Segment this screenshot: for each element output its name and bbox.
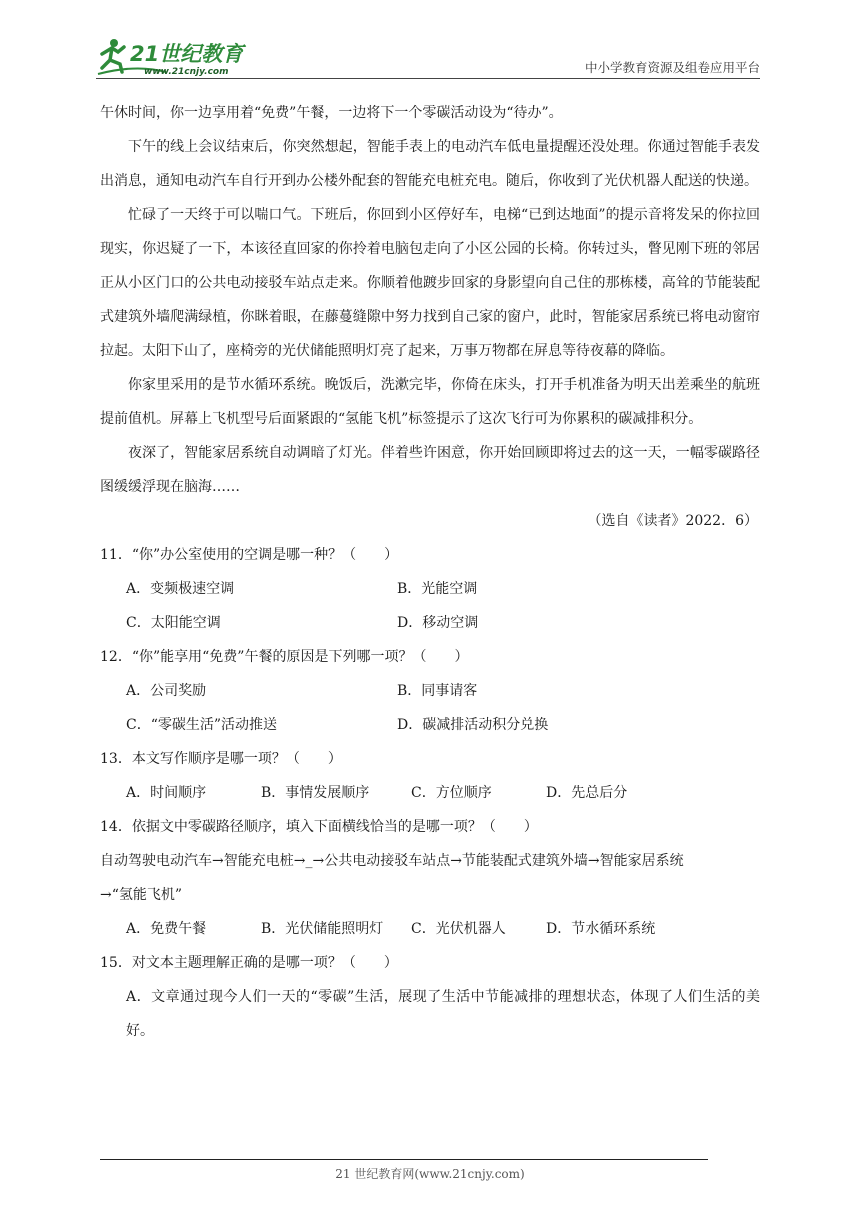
passage-paragraph-3: 忙碌了一天终于可以喘口气。下班后，你回到小区停好车，电梯“已到达地面”的提示音将发呆的你拉回现实，你迟疑了一下，本该径直回家的你拎着电脑包走向了小区公园的长椅。你转过头，瞥见刚下班的邻居正从小区门口的公共电动接驳车站点走来。你顺着他踱步回家的身影望向自己住的那栋楼，高耸的节能装配式建筑外墙爬满绿植，你眯着眼，在藤蔓缝隙中努力找到自己家的窗户，此时，智能家居系统已将电动窗帘拉起。太阳下山了，座椅旁的光伏储能照明灯亮了起来，万事万物都在屏息等待夜幕的降临。 [100,207,760,359]
document-body [100,96,760,1048]
question-14-option-b: B．光伏储能照明灯 [261,921,384,937]
question-11-option-c: C．太阳能空调 [126,615,221,631]
question-12-options-row2 [100,708,760,742]
question-13-options [100,776,760,810]
question-14-path-line2: →“氢能飞机” [100,887,183,903]
question-14-option-d: D．节水循环系统 [546,921,656,937]
question-13-stem: 13．本文写作顺序是哪一项？（ ） [100,751,342,767]
question-13-option-a: A．时间顺序 [126,785,207,801]
passage-paragraph-5: 夜深了，智能家居系统自动调暗了灯光。伴着些许困意，你开始回顾即将过去的这一天，一幅零碳路径图缓缓浮现在脑海…… [100,445,760,495]
page-footer: 21 世纪教育网(www.21cnjy.com) [335,1167,525,1181]
page-header [96,34,760,80]
question-14-path-line1: 自动驾驶电动汽车→智能充电桩→_→公共电动接驳车站点→节能装配式建筑外墙→智能家居系统 [100,853,684,869]
logo-url: www.21cnjy.com [144,67,229,77]
footer-divider [100,1159,708,1160]
question-11-options-row1 [100,572,760,606]
logo-text: 21世纪教育 [130,42,244,66]
header-divider [96,78,760,79]
question-15-stem: 15．对文本主题理解正确的是哪一项？（ ） [100,955,398,971]
question-14-stem: 14．依据文中零碳路径顺序，填入下面横线恰当的是哪一项？（ ） [100,819,538,835]
question-12-option-c: C．“零碳生活”活动推送 [126,717,278,733]
passage-source: （选自《读者》2022．6） [587,513,758,529]
question-13-option-d: D．先总后分 [546,785,628,801]
question-12-options-row1 [100,674,760,708]
question-12-option-b: B．同事请客 [397,683,478,699]
question-14-option-a: A．免费午餐 [126,921,207,937]
question-13-option-b: B．事情发展顺序 [261,785,370,801]
question-11-option-d: D．移动空调 [397,615,479,631]
question-12-stem: 12．“你”能享用“免费”午餐的原因是下列哪一项？（ ） [100,649,469,665]
logo-21cnjy [96,34,266,78]
question-14-option-c: C．光伏机器人 [411,921,506,937]
question-11-stem: 11．“你”办公室使用的空调是哪一种？（ ） [100,547,399,563]
question-12-option-a: A．公司奖励 [126,683,207,699]
question-11-options-row2 [100,606,760,640]
question-12-option-d: D．碳减排活动积分兑换 [397,717,549,733]
question-11-option-a: A．变频极速空调 [126,581,235,597]
question-15-option-a: A．文章通过现今人们一天的“零碳”生活，展现了生活中节能减排的理想状态，体现了人们生活的美好。 [126,989,760,1039]
question-14-options [100,912,760,946]
passage-paragraph-2: 下午的线上会议结束后，你突然想起，智能手表上的电动汽车低电量提醒还没处理。你通过智能手表发出消息，通知电动汽车自行开到办公楼外配套的智能充电桩充电。随后，你收到了光伏机器人配送的快递。 [100,139,760,189]
passage-paragraph-1: 午休时间，你一边享用着“免费”午餐，一边将下一个零碳活动设为“待办”。 [100,105,563,121]
passage-paragraph-4: 你家里采用的是节水循环系统。晚饭后，洗漱完毕，你倚在床头，打开手机准备为明天出差乘坐的航班提前值机。屏幕上飞机型号后面紧跟的“氢能飞机”标签提示了这次飞行可为你累积的碳减排积分。 [100,377,760,427]
question-13-option-c: C．方位顺序 [411,785,492,801]
platform-name: 中小学教育资源及组卷应用平台 [584,60,760,75]
question-11-option-b: B．光能空调 [397,581,478,597]
